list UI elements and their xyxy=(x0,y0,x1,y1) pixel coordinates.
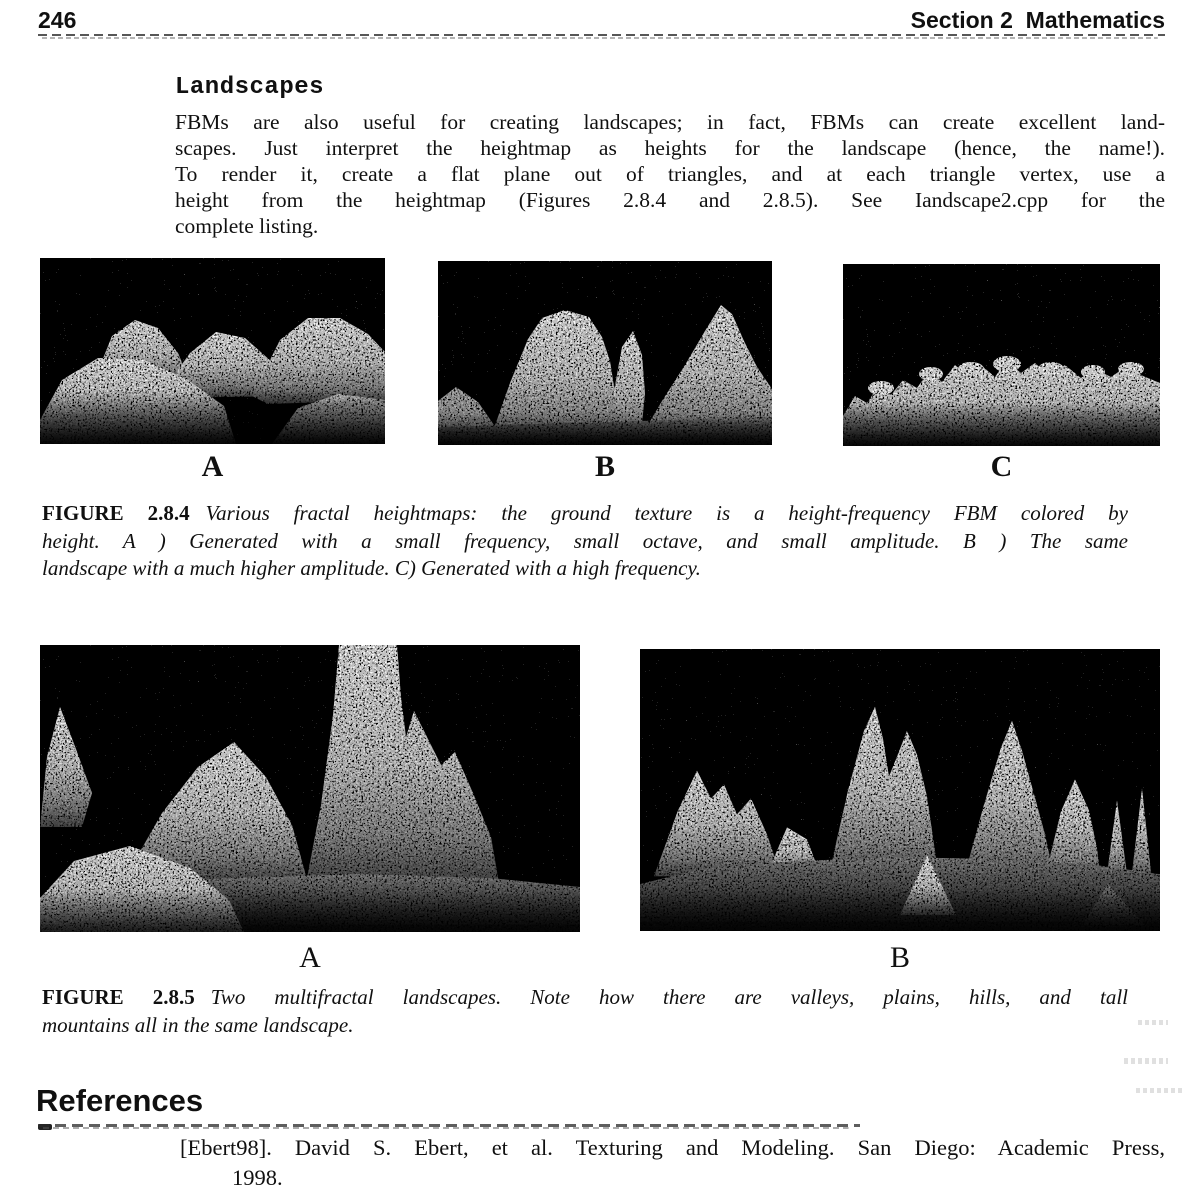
scan-artifact xyxy=(1138,1020,1168,1025)
figure-2-8-5-label-b: B xyxy=(889,941,910,974)
paragraph-line: To render it, create a flat plane out of triangles, and at each triangle vertex, use a xyxy=(175,161,1165,186)
figure-2-8-5-caption xyxy=(42,984,1128,1039)
reference-entry xyxy=(180,1133,1165,1193)
section-title: Section 2 Mathematics xyxy=(910,7,1165,33)
caption-line: mountains all in the same landscape. xyxy=(42,1012,354,1037)
figure-2-8-5-label-a: A xyxy=(299,941,321,974)
scan-artifact xyxy=(1124,1058,1168,1064)
figure-2-8-4-label-a: A xyxy=(201,450,224,483)
body-paragraph xyxy=(175,110,1165,240)
figure-2-8-5-caption-label: FIGURE 2.8.5 xyxy=(42,985,195,1009)
reference-line: 1998. xyxy=(232,1165,283,1190)
paragraph-line: height from the heightmap (Figures 2.8.4 and 2.8.5). See Iandscape2.cpp for the xyxy=(175,187,1165,212)
figure-2-8-4-image-a xyxy=(40,258,385,444)
paragraph-line: scapes. Just interpret the heightmap as heights for the landscape (hence, the name!). xyxy=(175,135,1165,160)
figure-2-8-5-image-a xyxy=(40,645,580,932)
figure-2-8-4-image-c xyxy=(843,264,1160,446)
paragraph-line: FBMs are also useful for creating landscapes; in fact, FBMs can create excellent land- xyxy=(175,110,1165,134)
caption-line xyxy=(42,500,1128,528)
figure-2-8-4-image-b xyxy=(438,261,772,445)
caption-text: Two multifractal landscapes. Note how there are valleys, plains, hills, and tall xyxy=(210,985,1128,1009)
caption-line: landscape with a much higher amplitude. C) Generated with a high frequency. xyxy=(42,556,701,580)
references-heading: References xyxy=(36,1083,204,1118)
figure-2-8-4-caption xyxy=(42,500,1128,583)
reference-line: [Ebert98]. David S. Ebert, et al. Texturing and Modeling. San Diego: Academic Press, xyxy=(180,1135,1165,1160)
figure-2-8-5-image-b xyxy=(640,649,1160,931)
section-heading: Landscapes xyxy=(175,74,325,101)
caption-line: height. A ) Generated with a small frequency, small octave, and small amplitude. B ) The same xyxy=(42,528,1128,553)
caption-line xyxy=(42,984,1128,1012)
references-rule xyxy=(38,1124,860,1131)
scan-artifact xyxy=(1136,1088,1182,1093)
figure-2-8-4-caption-label: FIGURE 2.8.4 xyxy=(42,501,190,525)
figure-2-8-4-label-c: C xyxy=(990,450,1013,483)
caption-text: Various fractal heightmaps: the ground texture is a height-frequency FBM colored by xyxy=(205,501,1128,525)
figure-2-8-4-label-b: B xyxy=(594,450,615,483)
page-number: 246 xyxy=(38,7,77,33)
paragraph-line: complete listing. xyxy=(175,213,319,238)
header-rule xyxy=(38,34,1165,40)
